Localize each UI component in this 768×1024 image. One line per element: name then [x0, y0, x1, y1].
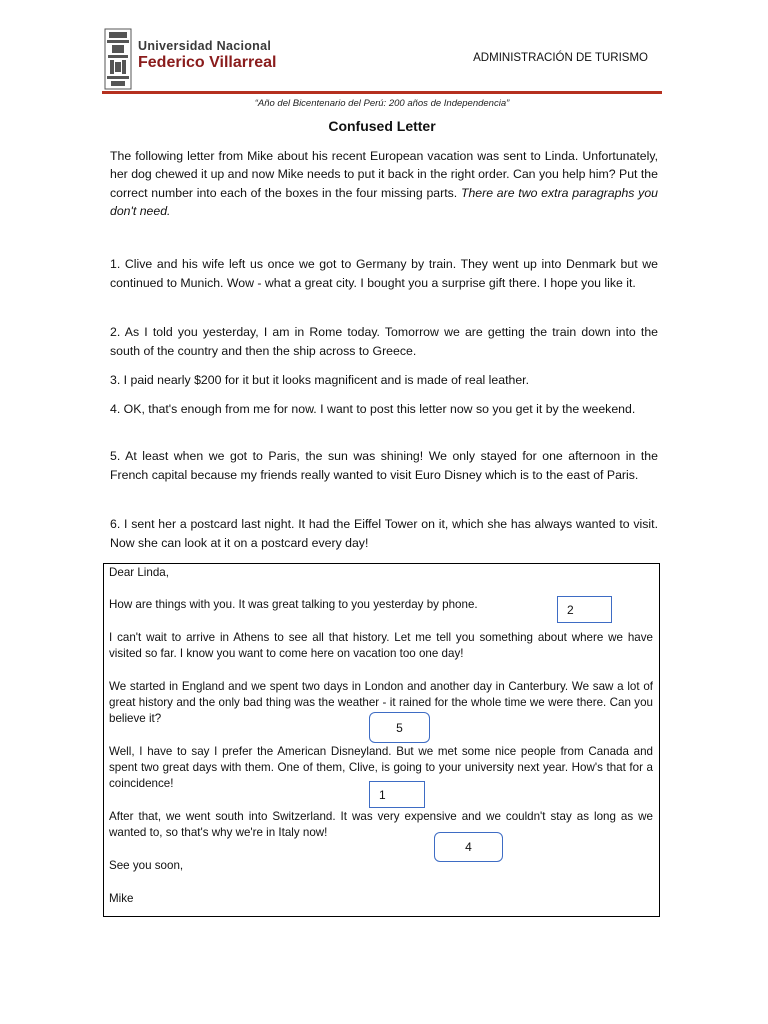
letter-paragraph-5: After that, we went south into Switzerland. It was very expensive and we couldn't stay as long as we wanted to, so that's why we're in Italy now!: [109, 810, 653, 840]
paragraph-option-3: 3. I paid nearly $200 for it but it looks magnificent and is made of real leather.: [110, 373, 530, 387]
letter-paragraph-2: I can't wait to arrive in Athens to see all that history. Let me tell you something about where we have visited so far. I know you want to come here on vacation too one day!: [109, 631, 653, 661]
university-crest-icon: [104, 28, 132, 90]
university-logo: [104, 28, 277, 90]
letter-paragraph-4: Well, I have to say I prefer the American Disneyland. But we met some nice people from Canada and spent two great days with them. One of them, Clive, is going to your university next year. How's that for a coincidence!: [109, 745, 653, 791]
letter-signature: Mike: [109, 892, 134, 905]
motto: “Año del Bicentenario del Perú: 200 años de Independencia”: [254, 98, 510, 109]
letter-greeting: Dear Linda,: [109, 566, 169, 579]
letter-paragraph-1: How are things with you. It was great talking to you yesterday by phone.: [109, 598, 478, 611]
header-divider: [102, 91, 662, 94]
letter-paragraph-3: We started in England and we spent two days in London and another day in Canterbury. We saw a lot of great history and the only bad thing was the weather - it rained for the whole time we were there. Can you believe it?: [109, 680, 653, 726]
paragraph-option-6: 6. I sent her a postcard last night. It had the Eiffel Tower on it, which she has always wanted to visit. Now she can look at it on a postcard every day!: [110, 517, 658, 550]
instructions: [110, 147, 658, 221]
logo-line-name: Federico Villarreal: [138, 54, 277, 71]
paragraph-option-4: 4. OK, that's enough from me for now. I want to post this letter now so you get it by the weekend.: [110, 402, 636, 416]
department-name: ADMINISTRACIÓN DE TURISMO: [473, 52, 648, 64]
page-title: Confused Letter: [328, 118, 436, 134]
instructions-text: The following letter from Mike about his recent European vacation was sent to Linda. Unfortunately, her dog chewed it up and now Mike needs to put it back in the right order. Can you help him? Put the correct number into each of the boxes in the four missing parts.: [110, 149, 658, 200]
paragraph-option-5: 5. At least when we got to Paris, the sun was shining! We only stayed for one afternoon in the French capital because my friends really wanted to visit Euro Disney which is to the east of Paris.: [110, 449, 658, 482]
answer-box-4[interactable]: 4: [434, 832, 503, 862]
paragraph-option-2: 2. As I told you yesterday, I am in Rome today. Tomorrow we are getting the train down into the south of the country and then the ship across to Greece.: [110, 325, 658, 358]
letter-closing: See you soon,: [109, 859, 184, 872]
answer-box-3[interactable]: 1: [369, 781, 425, 808]
paragraph-option-1: 1. Clive and his wife left us once we got to Germany by train. They went up into Denmark but we continued to Munich. Wow - what a great city. I bought you a surprise gift there. I hope you like it.: [110, 257, 658, 290]
instructions-note: There are two extra paragraphs you don't need.: [110, 185, 658, 219]
answer-box-1[interactable]: 2: [557, 596, 612, 623]
answer-box-2[interactable]: 5: [369, 712, 430, 743]
logo-line-university: Universidad Nacional: [138, 39, 272, 53]
